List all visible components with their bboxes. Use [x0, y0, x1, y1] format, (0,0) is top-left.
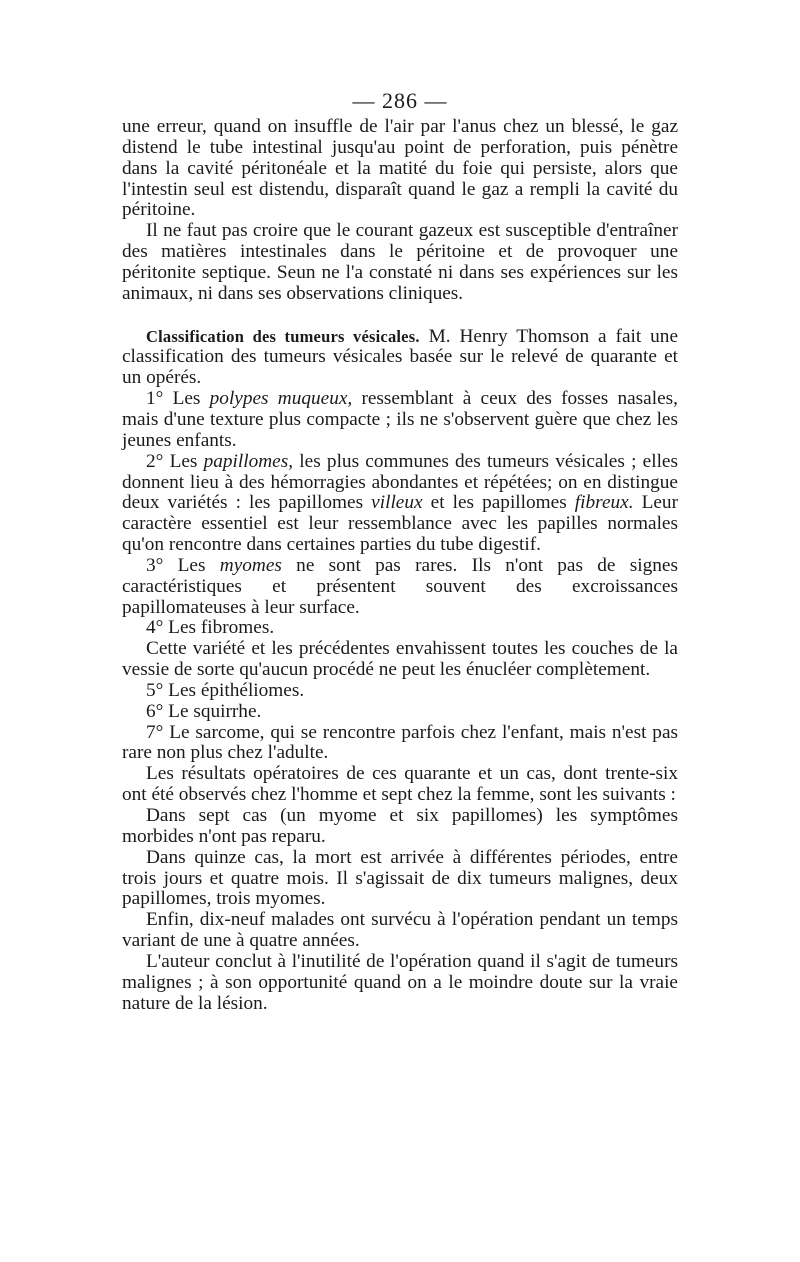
paragraph-nineteen: Enfin, dix-neuf malades ont survécu à l'opération pendant un temps variant de une à quatre années. — [122, 909, 678, 952]
paragraph-fifteen-cases: Dans quinze cas, la mort est arrivée à différentes périodes, entre trois jours et quatre mois. Il s'agissait de dix tumeurs malignes, deux papillomes, trois myomes. — [122, 846, 678, 910]
paragraph-results: Les résultats opératoires de ces quarante et un cas, dont trente-six ont été observés chez l'homme et sept chez la femme, sont les suivants : — [122, 763, 678, 806]
item-term: villeux — [371, 492, 423, 514]
item-polypes — [122, 389, 678, 452]
item-term: papillomes, — [203, 450, 294, 472]
item-sarcome: 7° Le sarcome, qui se rencontre parfois chez l'enfant, mais n'est pas rare non plus chez l'adulte. — [122, 721, 678, 764]
item-text: et les papillomes — [422, 492, 575, 514]
item-text: ne sont pas rares. Ils n'ont pas de signes caractéristiques et présentent souvent des excroissances papillomateuses à leur surface. — [122, 554, 678, 618]
body-text — [122, 117, 678, 1014]
item-number: 1° Les — [146, 388, 210, 410]
paragraph-variety: Cette variété et les précédentes envahissent toutes les couches de la vessie de sorte qu'aucun procédé ne peut les énucléer complètement. — [122, 638, 678, 681]
item-number: 2° Les — [146, 450, 204, 472]
item-number: 3° Les — [146, 554, 220, 576]
paragraph-gas-current: Il ne faut pas croire que le courant gazeux est susceptible d'entraîner des matières intestinales dans le péritoine et de provoquer une péritonite septique. Seun ne l'a constaté ni dans ses expériences sur les animaux, ni dans ses observations cliniques. — [122, 220, 678, 304]
paragraph-classification — [122, 327, 678, 390]
item-text: ressemblant à ceux des fosses nasales, mais d'une texture plus compacte ; ils ne s'observent guère que chez les jeunes enfants. — [122, 388, 678, 451]
item-myomes — [122, 556, 678, 619]
item-fibromes: 4° Les fibromes. — [146, 617, 275, 639]
section-gap — [122, 305, 678, 327]
item-text: les plus communes des tumeurs vésicales ; elles donnent lieu à des hémorragies abondantes et répétées; on en distingue deux variétés : les papillomes — [122, 450, 678, 514]
page-number: — 286 — — [352, 88, 448, 113]
item-epitheliomes: 5° Les épithéliomes. — [146, 679, 305, 701]
paragraph-conclusion: L'auteur conclut à l'inutilité de l'opération quand il s'agit de tumeurs malignes ; à son opportunité quand on a le moindre doute sur la vraie nature de la lésion. — [122, 950, 678, 1014]
item-papillomes — [122, 452, 678, 556]
item-term: fibreux. — [574, 492, 634, 514]
paragraph-continuation: une erreur, quand on insuffle de l'air par l'anus chez un blessé, le gaz distend le tube intestinal jusqu'au point de perforation, puis pénètre dans la cavité péritonéale et la matité du foie qui persiste, alors que l'intestin seul est distendu, disparaît quand le gaz a rempli la cavité du péritoine. — [122, 116, 678, 221]
classification-text: M. Henry Thomson a fait une classification des tumeurs vésicales basée sur le relevé de quarante et un opérés. — [122, 325, 679, 389]
item-term: myomes — [219, 554, 282, 576]
section-heading: Classification des tumeurs vésicales. — [146, 326, 420, 346]
paragraph-seven-cases: Dans sept cas (un myome et six papillomes) les symptômes morbides n'ont pas reparu. — [122, 805, 678, 847]
item-text: Leur caractère essentiel est leur ressemblance avec les papilles normales qu'on rencontre dans certaines parties du tube digestif. — [122, 492, 678, 556]
item-term: polypes muqueux, — [209, 388, 353, 410]
item-squirrhe: 6° Le squirrhe. — [146, 700, 262, 722]
